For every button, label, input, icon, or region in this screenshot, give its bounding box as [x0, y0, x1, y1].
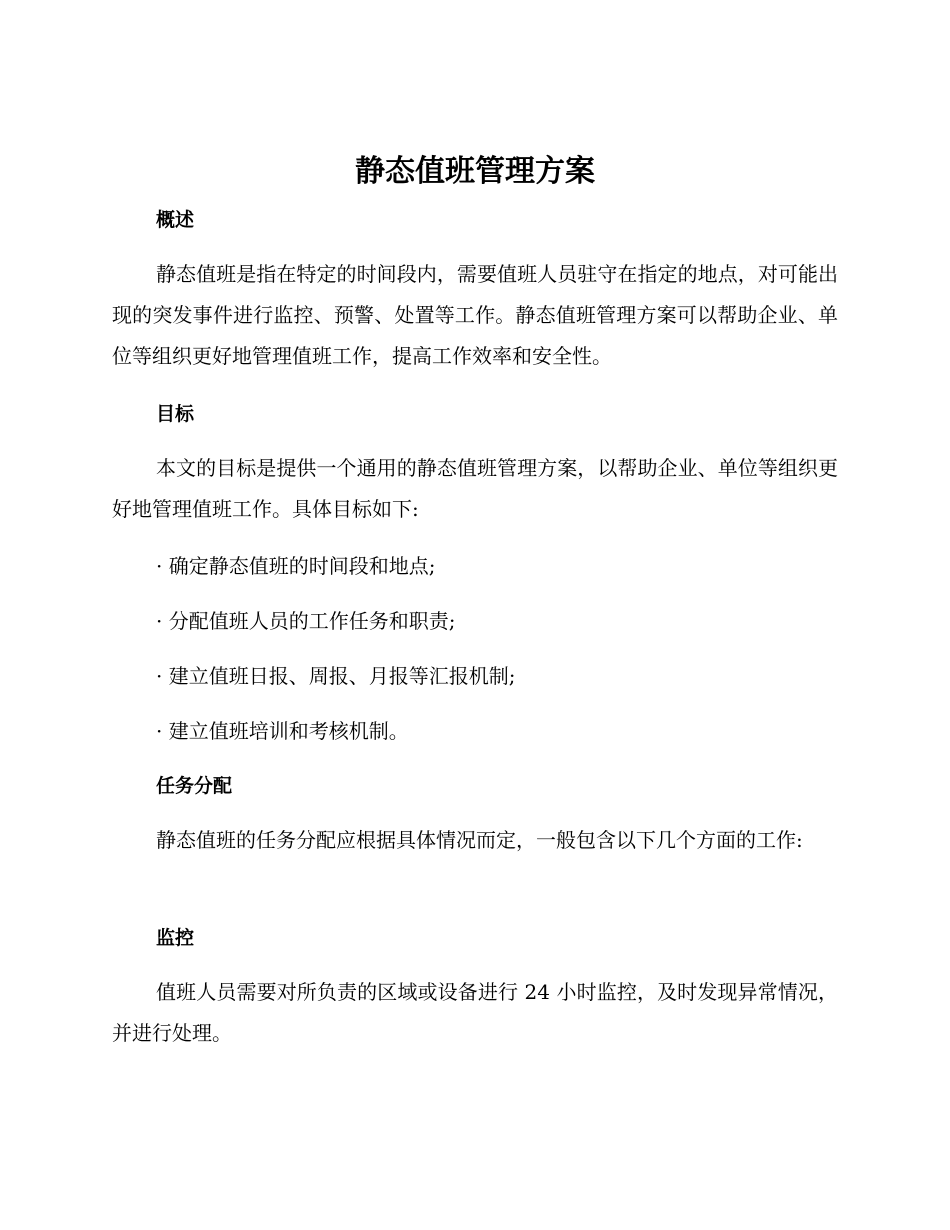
paragraph-goals: 本文的目标是提供一个通用的静态值班管理方案，以帮助企业、单位等组织更好地管理值班工作。具体目标如下: — [112, 456, 838, 521]
document-title: 静态值班管理方案 — [355, 154, 595, 189]
section-heading-monitoring: 监控 — [156, 927, 195, 949]
paragraph-overview: 静态值班是指在特定的时间段内，需要值班人员驻守在指定的地点，对可能出现的突发事件进行监控、预警、处置等工作。静态值班管理方案可以帮助企业、单位等组织更好地管理值班工作，提高工作效率和安全性。 — [112, 262, 838, 368]
goal-bullet-item: · 确定静态值班的时间段和地点; — [156, 554, 436, 578]
paragraph-monitoring: 值班人员需要对所负责的区域或设备进行 24 小时监控，及时发现异常情况，并进行处理。 — [112, 980, 838, 1045]
goal-bullet-item: · 分配值班人员的工作任务和职责; — [156, 609, 456, 633]
goal-bullet-item: · 建立值班培训和考核机制。 — [156, 719, 409, 743]
paragraph-task-assignment: 静态值班的任务分配应根据具体情况而定，一般包含以下几个方面的工作: — [156, 828, 803, 852]
section-heading-goals: 目标 — [156, 403, 195, 425]
goal-bullet-item: · 建立值班日报、周报、月报等汇报机制; — [156, 664, 516, 688]
section-heading-task-assignment: 任务分配 — [156, 775, 233, 797]
section-heading-overview: 概述 — [156, 209, 195, 231]
